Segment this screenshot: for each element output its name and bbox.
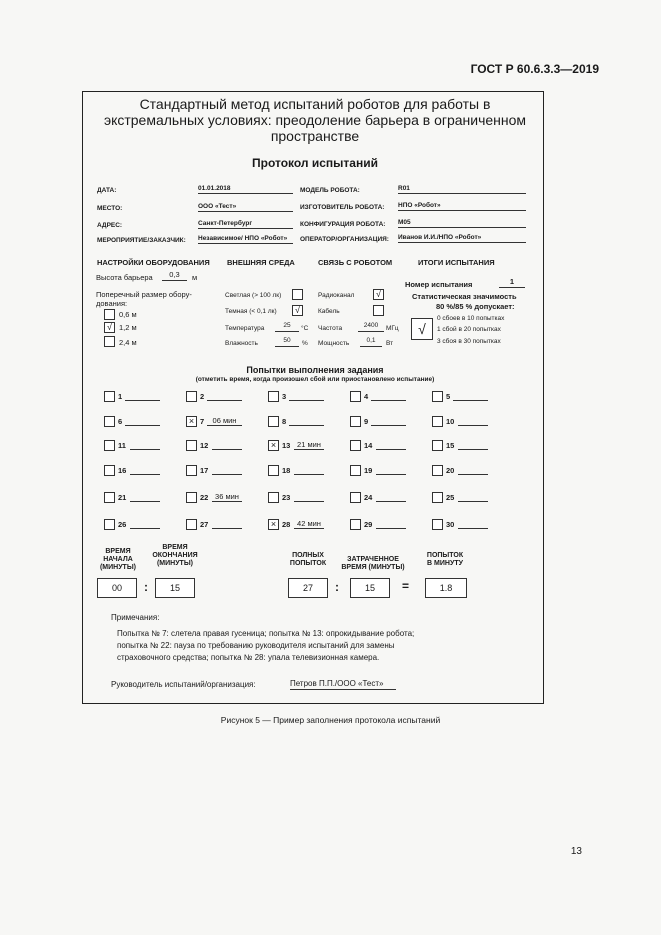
attempt-time — [376, 492, 406, 502]
attempt-time — [207, 391, 242, 401]
humidity-value: 50 — [275, 337, 299, 347]
attempt-checkbox[interactable]: × — [186, 416, 197, 427]
dark-checkbox[interactable]: √ — [292, 305, 303, 316]
attempt-time — [371, 416, 406, 426]
end-time-field[interactable]: 15 — [155, 578, 195, 598]
address-value: Санкт-Петербург — [198, 220, 293, 229]
size-label-2: дования: — [96, 299, 128, 308]
attempt-checkbox[interactable]: × — [268, 519, 279, 530]
attempt-number: 25 — [446, 493, 455, 502]
config-value: М05 — [398, 219, 526, 228]
address-label: АДРЕС: — [97, 222, 123, 229]
attempt-checkbox[interactable] — [268, 391, 279, 402]
attempt-checkbox[interactable] — [350, 416, 361, 427]
results-header: ИТОГИ ИСПЫТАНИЯ — [418, 258, 495, 267]
attempt-number: 6 — [118, 417, 123, 426]
attempt-time — [458, 440, 488, 450]
significance-opt-1: 0 сбоев в 10 попытках — [437, 315, 505, 322]
power-unit: Вт — [386, 340, 394, 347]
figure-caption: Рисунок 5 — Пример заполнения протокола испытаний — [220, 715, 441, 725]
protocol-title: Стандартный метод испытаний роботов для работы в экстремальных условиях: преодоление барьера в ограниченном пространстве — [103, 96, 527, 144]
attempt-time — [376, 465, 406, 475]
attempt-time — [212, 440, 242, 450]
spent-time-field[interactable]: 15 — [350, 578, 390, 598]
rate-field[interactable]: 1.8 — [425, 578, 467, 598]
attempt-number: 16 — [118, 466, 127, 475]
attempt-checkbox[interactable] — [350, 492, 361, 503]
leader-value: Петров П.П./ООО «Тест» — [290, 678, 396, 690]
config-label: КОНФИГУРАЦИЯ РОБОТА: — [300, 221, 386, 228]
colon-2: : — [335, 580, 339, 594]
attempt-checkbox[interactable] — [104, 519, 115, 530]
barrier-unit: м — [192, 273, 198, 282]
attempt-number: 14 — [364, 441, 373, 450]
page-number: 13 — [570, 846, 582, 857]
operator-label: ОПЕРАТОР/ОРГАНИЗАЦИЯ: — [300, 236, 389, 243]
attempt-time — [212, 465, 242, 475]
attempt-checkbox[interactable] — [268, 492, 279, 503]
attempt-checkbox[interactable] — [432, 440, 443, 451]
attempt-checkbox[interactable] — [104, 492, 115, 503]
maker-label: ИЗГОТОВИТЕЛЬ РОБОТА: — [300, 204, 385, 211]
attempt-checkbox[interactable] — [432, 391, 443, 402]
attempt-time: 21 мин — [294, 440, 324, 450]
attempt-time — [376, 440, 406, 450]
attempt-number: 10 — [446, 417, 455, 426]
attempt-number: 13 — [282, 441, 291, 450]
cable-checkbox[interactable] — [373, 305, 384, 316]
temp-value: 25 — [275, 322, 299, 332]
attempt-time — [458, 465, 488, 475]
attempt-time — [371, 391, 406, 401]
notes-line-1: Попытка № 7: слетела правая гусеница; попытка № 13: опрокидывание робота; — [117, 629, 415, 638]
attempt-number: 20 — [446, 466, 455, 475]
size-1-2-label: 1,2 м — [119, 323, 137, 332]
attempt-time — [294, 465, 324, 475]
attempt-time — [130, 465, 160, 475]
spent-time-header: ЗАТРАЧЕННОЕ ВРЕМЯ (МИНУТЫ) — [341, 556, 405, 571]
attempt-time: 42 мин — [294, 519, 324, 529]
standard-code: ГОСТ Р 60.6.3.3—2019 — [470, 62, 599, 76]
attempt-checkbox[interactable] — [432, 465, 443, 476]
temp-label: Температура — [225, 325, 265, 332]
attempt-number: 17 — [200, 466, 209, 475]
full-attempts-header: ПОЛНЫХ ПОПЫТОК — [289, 552, 327, 567]
freq-unit: МГц — [386, 325, 399, 332]
barrier-value: 0,3 — [162, 270, 187, 281]
barrier-label: Высота барьера — [96, 273, 153, 282]
attempt-time — [289, 391, 324, 401]
size-1-2-checkbox[interactable]: √ — [104, 322, 115, 333]
attempt-time — [453, 391, 488, 401]
attempt-checkbox[interactable] — [104, 391, 115, 402]
attempt-number: 22 — [200, 493, 209, 502]
start-time-header: ВРЕМЯ НАЧАЛА (МИНУТЫ) — [99, 548, 137, 571]
freq-label: Частота — [318, 325, 343, 332]
light-label: Светлая (> 100 лк) — [225, 292, 282, 299]
attempt-number: 7 — [200, 417, 205, 426]
protocol-subtitle: Протокол испытаний — [252, 156, 378, 170]
attempt-number: 15 — [446, 441, 455, 450]
event-value: Независимое/ НПО «Робот» — [198, 235, 293, 244]
trial-value: 1 — [499, 277, 525, 288]
dark-label: Темная (< 0,1 лк) — [225, 308, 277, 315]
humidity-unit: % — [302, 340, 308, 347]
attempt-checkbox[interactable] — [186, 519, 197, 530]
significance-checkbox[interactable]: √ — [411, 318, 433, 340]
attempt-checkbox[interactable] — [186, 440, 197, 451]
maker-value: НПО «Робот» — [398, 202, 526, 211]
size-0-6-checkbox[interactable] — [104, 309, 115, 320]
humidity-label: Влажность — [225, 340, 258, 347]
attempt-checkbox[interactable] — [104, 440, 115, 451]
attempt-checkbox[interactable] — [186, 391, 197, 402]
attempt-number: 30 — [446, 520, 455, 529]
power-label: Мощность — [318, 340, 350, 347]
attempt-checkbox[interactable] — [432, 492, 443, 503]
radio-checkbox[interactable]: √ — [373, 289, 384, 300]
rate-header: ПОПЫТОК В МИНУТУ — [426, 552, 464, 567]
environment-header: ВНЕШНЯЯ СРЕДА — [227, 258, 295, 267]
radio-label: Радиоканал — [318, 292, 355, 299]
significance-label: Статистическая значимость — [412, 292, 517, 301]
light-checkbox[interactable] — [292, 289, 303, 300]
attempts-subheading: (отметить время, когда произошел сбой или приостановлено испытание) — [195, 376, 435, 383]
size-label: Поперечный размер обору- — [96, 290, 192, 299]
attempt-number: 28 — [282, 520, 291, 529]
equipment-header: НАСТРОЙКИ ОБОРУДОВАНИЯ — [97, 258, 210, 267]
comm-header: СВЯЗЬ С РОБОТОМ — [318, 258, 393, 267]
attempt-checkbox[interactable] — [350, 391, 361, 402]
attempt-checkbox[interactable] — [350, 519, 361, 530]
significance-sub: 80 %/85 % допускает: — [436, 302, 515, 311]
attempt-time — [125, 416, 160, 426]
attempt-time — [212, 519, 242, 529]
date-label: ДАТА: — [97, 187, 117, 194]
start-time-field[interactable]: 00 — [97, 578, 137, 598]
event-label: МЕРОПРИЯТИЕ/ЗАКАЗЧИК: — [97, 237, 186, 244]
attempt-checkbox[interactable] — [268, 465, 279, 476]
attempt-number: 5 — [446, 392, 451, 401]
attempt-checkbox[interactable] — [432, 416, 443, 427]
size-0-6-label: 0,6 м — [119, 310, 137, 319]
attempt-number: 4 — [364, 392, 369, 401]
temp-unit: °С — [301, 325, 309, 332]
attempt-number: 26 — [118, 520, 127, 529]
end-time-header: ВРЕМЯ ОКОНЧАНИЯ (МИНУТЫ) — [152, 544, 198, 567]
attempt-number: 23 — [282, 493, 291, 502]
attempts-heading: Попытки выполнения задания — [246, 365, 384, 375]
attempt-time — [458, 416, 488, 426]
notes-line-3: страховочного средства; попытка № 28: упала телевизионная камера. — [117, 653, 380, 662]
size-2-4-label: 2,4 м — [119, 338, 137, 347]
attempt-number: 21 — [118, 493, 127, 502]
equals-sign: = — [402, 579, 410, 593]
attempt-checkbox[interactable] — [350, 465, 361, 476]
place-label: МЕСТО: — [97, 205, 123, 212]
attempt-number: 1 — [118, 392, 123, 401]
notes-line-2: попытка № 22: пауза по требованию руководителя испытаний для замены — [117, 641, 395, 650]
attempt-time — [458, 492, 488, 502]
attempt-number: 2 — [200, 392, 205, 401]
attempt-time — [458, 519, 488, 529]
attempt-time: 36 мин — [212, 492, 242, 502]
attempt-checkbox[interactable] — [186, 465, 197, 476]
attempt-time — [294, 492, 324, 502]
trial-label: Номер испытания — [405, 280, 473, 289]
leader-label: Руководитель испытаний/организация: — [111, 680, 256, 689]
place-value: ООО «Тест» — [198, 203, 293, 212]
attempt-number: 11 — [118, 441, 126, 450]
attempt-number: 12 — [200, 441, 209, 450]
attempt-number: 3 — [282, 392, 287, 401]
attempt-checkbox[interactable] — [268, 416, 279, 427]
model-value: R01 — [398, 185, 526, 194]
attempt-time — [130, 492, 160, 502]
attempt-checkbox[interactable] — [432, 519, 443, 530]
attempt-time: 06 мин — [207, 416, 242, 426]
operator-value: Иванов И.И./НПО «Робот» — [398, 234, 526, 243]
full-attempts-field[interactable]: 27 — [288, 578, 328, 598]
cable-label: Кабель — [318, 308, 340, 315]
size-2-4-checkbox[interactable] — [104, 336, 115, 347]
attempt-number: 24 — [364, 493, 373, 502]
attempt-checkbox[interactable] — [104, 416, 115, 427]
attempt-time — [376, 519, 406, 529]
date-value: 01.01.2018 — [198, 185, 293, 194]
significance-opt-3: 3 сбоя в 30 попытках — [437, 338, 501, 345]
attempt-number: 9 — [364, 417, 369, 426]
notes-heading: Примечания: — [111, 613, 160, 622]
attempt-number: 19 — [364, 466, 373, 475]
significance-opt-2: 1 сбой в 20 попытках — [437, 326, 501, 333]
attempt-checkbox[interactable] — [350, 440, 361, 451]
power-value: 0,1 — [360, 337, 382, 347]
attempt-checkbox[interactable] — [104, 465, 115, 476]
attempt-number: 27 — [200, 520, 209, 529]
model-label: МОДЕЛЬ РОБОТА: — [300, 187, 360, 194]
attempt-checkbox[interactable]: × — [268, 440, 279, 451]
freq-value: 2400 — [358, 322, 384, 332]
attempt-time — [125, 391, 160, 401]
attempt-time — [130, 519, 160, 529]
attempt-time — [289, 416, 324, 426]
attempt-time — [130, 440, 160, 450]
attempt-number: 8 — [282, 417, 287, 426]
attempt-number: 18 — [282, 466, 291, 475]
attempt-checkbox[interactable] — [186, 492, 197, 503]
attempt-number: 29 — [364, 520, 373, 529]
colon-1: : — [144, 580, 148, 594]
